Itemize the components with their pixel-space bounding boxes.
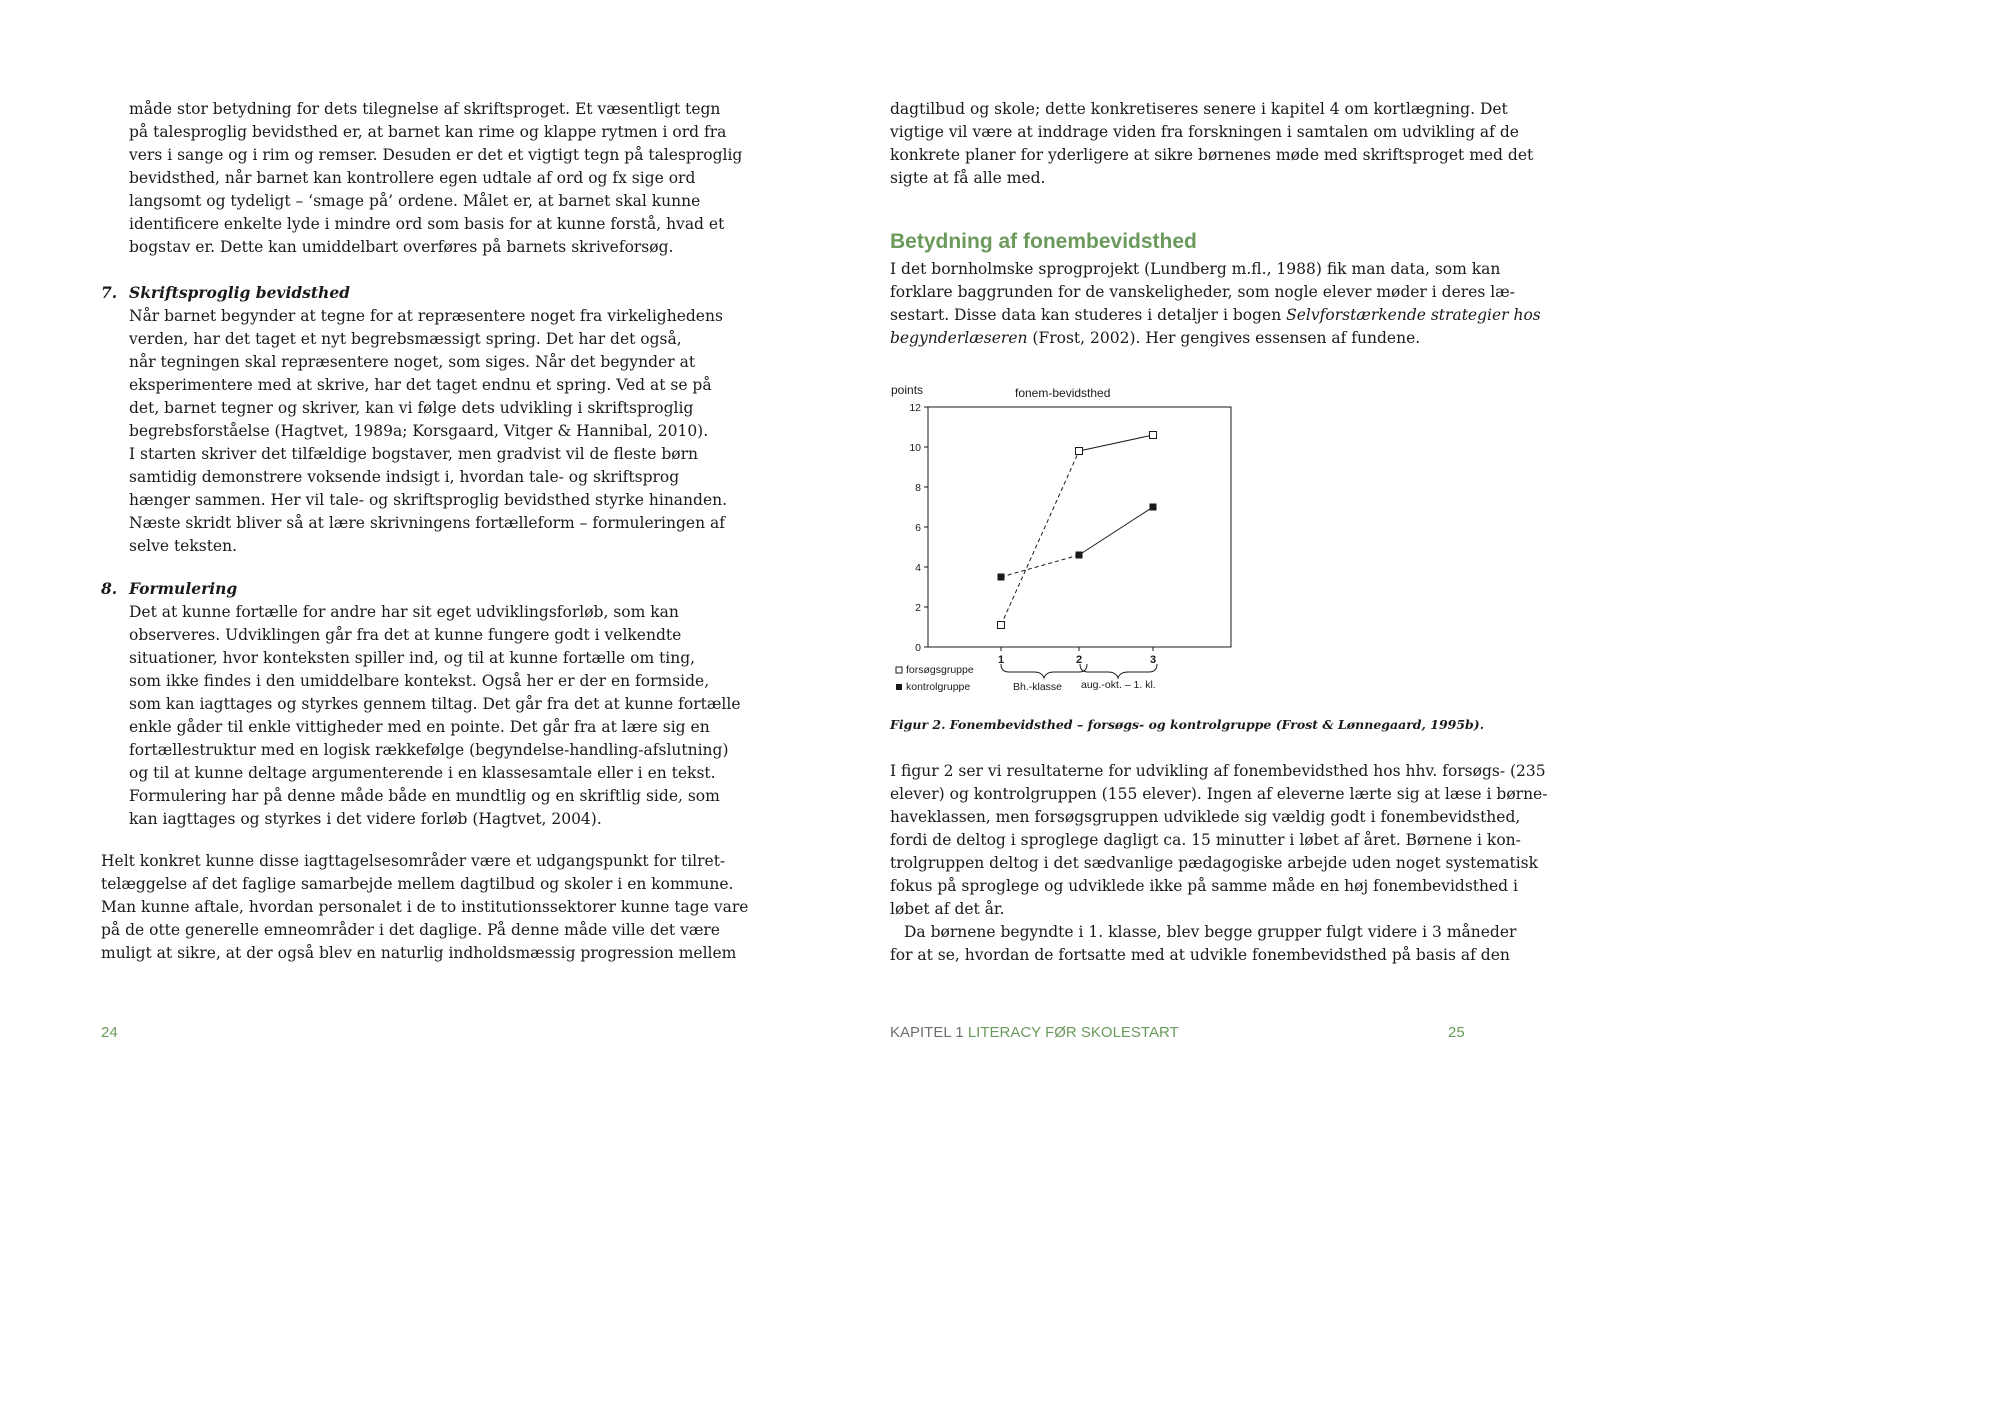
item7-line (129, 305, 723, 328)
list-item-7-body (129, 305, 728, 558)
left-intro-line-text: vers i sange og i rim og remser. Desuden er det et vigtigt tegn på talesproglig (129, 146, 743, 164)
left-intro-line (129, 213, 725, 236)
results-line-text: elever) og kontrolgruppen (155 elever). Ingen af eleverne lærte sig at læse i børne- (890, 785, 1548, 803)
section-heading: Betydning af fonembevidsthed (890, 230, 1197, 253)
running-footer (890, 1024, 1179, 1041)
item7-line (129, 512, 725, 535)
list-item-7-number: 7. (101, 283, 118, 302)
kontrolgruppe-point (998, 574, 1005, 581)
item7-line-text: begrebsforståelse (Hagtvet, 1989a; Korsgaard, Vitger & Hannibal, 2010). (129, 422, 709, 440)
forsogsgruppe-segment (1079, 435, 1153, 451)
results-paragraph (890, 760, 1548, 967)
list-item-7-title: Skriftsproglig bevidsthed (129, 283, 351, 302)
item7-line-text: eksperimentere med at skrive, har det taget endnu et spring. Ved at se på (129, 376, 712, 394)
left-intro-line (129, 236, 689, 259)
chart-plot-frame (928, 407, 1231, 647)
left-closing-line (101, 850, 726, 873)
right-intro-line-text: sigte at få alle med. (890, 169, 1046, 187)
left-closing-line (101, 919, 720, 942)
y-tick-label: 12 (909, 402, 921, 414)
left-intro-line-text: bogstav er. Dette kan umiddelbart overføres på barnets skriveforsøg. (129, 238, 674, 256)
left-intro-line (129, 121, 727, 144)
right-intro-line (890, 98, 1508, 121)
item8-line-text: fortællestruktur med en logisk rækkefølge (begyndelse-handling-afslutning) (129, 741, 729, 759)
forsogsgruppe-point (1150, 432, 1157, 439)
left-closing-line-text: Helt konkret kunne disse iagttagelsesområder være et udgangspunkt for tilret- (101, 852, 726, 870)
item8-line-text: Det at kunne fortælle for andre har sit eget udviklingsforløb, som kan (129, 603, 679, 621)
left-closing-line-text: telæggelse af det faglige samarbejde mellem dagtilbud og skoler i en kommune. (101, 875, 734, 893)
item8-line (129, 739, 729, 762)
kontrolgruppe-point (1076, 552, 1083, 559)
right-page (784, 0, 1568, 1104)
item8-line (129, 624, 701, 647)
left-closing-line-text: muligt at sikre, at der også blev en naturlig indholdsmæssig progression mellem (101, 944, 737, 962)
x-tick-label: 3 (1149, 654, 1157, 666)
results-line-text: I figur 2 ser vi resultaterne for udvikling af fonembevidsthed hos hhv. forsøgs- (235 (890, 762, 1546, 780)
left-closing-paragraph (101, 850, 749, 965)
left-intro-line-text: langsomt og tydeligt – ‘smage på’ ordene. Målet er, at barnet skal kunne (129, 192, 701, 210)
item8-line (129, 716, 710, 739)
legend-marker-forsogsgruppe (896, 667, 902, 673)
results-line (890, 783, 1548, 806)
item8-line-text: som ikke findes i den umiddelbare kontekst. Også her er der en formside, (129, 672, 710, 690)
item8-line-text: og til at kunne deltage argumenterende i en klassesamtale eller i en tekst. (129, 764, 716, 782)
section-line-text: forklare baggrunden for de vanskeligheder, som nogle elever møder i deres læ- (890, 283, 1515, 301)
final-line-text: Da børnene begyndte i 1. klasse, blev begge grupper fulgt videre i 3 måneder (904, 923, 1517, 941)
y-tick-label: 10 (909, 442, 921, 454)
item7-line (129, 489, 728, 512)
item8-line-text: situationer, hvor konteksten spiller ind, og til at kunne fortælle om ting, (129, 649, 696, 667)
phoneme-awareness-chart (884, 378, 1244, 698)
forsogsgruppe-point (1076, 448, 1083, 455)
brace-bh-klasse (1001, 664, 1087, 678)
item8-line (129, 670, 710, 693)
item7-line-text: selve teksten. (129, 537, 238, 555)
section-line-4 (890, 304, 1541, 327)
item8-line (129, 647, 701, 670)
section-line-4-text: sestart. Disse data kan studeres i detaljer i bogen (890, 306, 1287, 324)
right-intro-line-text: vigtige vil være at inddrage viden fra forskningen i samtalen om udvikling af de (890, 123, 1519, 141)
final-line-text: for at se, hvordan de fortsatte med at udvikle fonembevidsthed på basis af den (890, 946, 1510, 964)
right-intro-line (890, 167, 1467, 190)
section-line (890, 281, 1515, 304)
segment-label-1: Bh.-klasse (1013, 681, 1063, 693)
y-tick-label: 2 (915, 602, 921, 614)
section-line (890, 258, 1501, 281)
list-item-8-number: 8. (101, 579, 118, 598)
left-closing-line (101, 896, 749, 919)
y-tick-label: 0 (915, 642, 921, 654)
footer-chapter: KAPITEL 1 (890, 1024, 964, 1041)
legend-label-forsogsgruppe: forsøgsgruppe (906, 664, 974, 676)
item7-line (129, 397, 701, 420)
list-item-8-body (129, 601, 741, 831)
item8-line-text: kan iagttages og styrkes i det videre forløb (Hagtvet, 2004). (129, 810, 602, 828)
results-line (890, 875, 1518, 898)
item7-line-text: når tegningen skal repræsentere noget, som siges. Når det begynder at (129, 353, 696, 371)
results-line-text: haveklassen, men forsøgsgruppen udviklede sig vældig godt i fonembevidsthed, (890, 808, 1521, 826)
section-paragraph (890, 258, 1541, 350)
results-line (890, 852, 1539, 875)
y-tick-label: 4 (915, 562, 921, 574)
left-intro-line (129, 190, 701, 213)
item8-line-text: observeres. Udviklingen går fra det at kunne fungere godt i velkendte (129, 626, 682, 644)
item7-line-text: Næste skridt bliver så at lære skrivningens fortælleform – formuleringen af (129, 514, 725, 532)
right-intro-paragraph (890, 98, 1534, 190)
list-item-7 (101, 281, 728, 558)
forsogsgruppe-point (998, 622, 1005, 629)
book-title-part-1: Selvforstærkende strategier hos (1286, 306, 1541, 324)
item7-line-text: hænger sammen. Her vil tale- og skriftsproglig bevidsthed styrke hinanden. (129, 491, 728, 509)
right-page-number-text: 25 (1448, 1024, 1465, 1041)
results-line (890, 806, 1521, 829)
right-intro-line-text: dagtilbud og skole; dette konkretiseres senere i kapitel 4 om kortlægning. Det (890, 100, 1508, 118)
kontrolgruppe-segment (1079, 507, 1153, 555)
item8-line (129, 785, 720, 808)
left-closing-line (101, 873, 734, 896)
item7-line-text: I starten skriver det tilfældige bogstaver, men gradvist vil de fleste børn (129, 445, 698, 463)
figure-caption: Figur 2. Fonembevidsthed – forsøgs- og kontrolgruppe (Frost & Lønnegaard, 1995b). (890, 717, 1485, 732)
legend-label-kontrolgruppe: kontrolgruppe (906, 681, 971, 693)
brace-aug-okt (1080, 664, 1157, 678)
results-line (890, 829, 1521, 852)
item7-line (129, 443, 701, 466)
legend-marker-kontrolgruppe (896, 684, 902, 690)
item7-line (129, 535, 701, 558)
kontrolgruppe-point (1150, 504, 1157, 511)
item8-line (129, 762, 716, 785)
item7-line (129, 466, 701, 489)
segment-label-2: aug.-okt. – 1. kl. (1081, 679, 1156, 691)
left-closing-line-text: Man kunne aftale, hvordan personalet i de to institutionssektorer kunne tage vare (101, 898, 749, 916)
left-intro-line-text: bevidsthed, når barnet kan kontrollere egen udtale af ord og fx sige ord (129, 169, 696, 187)
left-page (0, 0, 784, 1104)
results-line (890, 760, 1546, 783)
left-intro-paragraph (129, 98, 743, 259)
left-intro-line (129, 144, 743, 167)
right-intro-line (890, 144, 1534, 167)
results-last-line: løbet af det år. (890, 900, 1005, 918)
results-line-text: trolgruppen deltog i det sædvanlige pædagogiske arbejde uden noget systematisk (890, 854, 1539, 872)
left-page-number (101, 1024, 118, 1041)
item7-line-text: samtidig demonstrere voksende indsigt i, hvordan tale- og skriftsprog (129, 468, 680, 486)
item7-line (129, 351, 701, 374)
final-line (890, 944, 1510, 967)
final-line (890, 921, 1517, 944)
item7-line (129, 420, 709, 443)
section-line-5-tail: (Frost, 2002). Her gengives essensen af fundene. (1027, 329, 1421, 347)
right-page-number (1448, 1024, 1465, 1041)
item7-line-text: verden, har det taget et nyt begrebsmæssigt spring. Det har det også, (129, 330, 682, 348)
item7-line-text: Når barnet begynder at tegne for at repræsentere noget fra virkelighedens (129, 307, 723, 325)
left-page-number-text: 24 (101, 1024, 118, 1041)
left-intro-line-text: på talesproglig bevidsthed er, at barnet kan rime og klappe rytmen i ord fra (129, 123, 727, 141)
item8-line-text: enkle gåder til enkle vittigheder med en pointe. Det går fra at lære sig en (129, 718, 710, 736)
y-tick-label: 8 (915, 482, 921, 494)
chart-ylabel: points (891, 383, 924, 397)
x-tick-label: 2 (1075, 654, 1083, 666)
book-title-part-2: begynderlæseren (890, 329, 1028, 347)
y-tick-label: 6 (915, 522, 921, 534)
forsogsgruppe-segment (1001, 451, 1079, 625)
left-closing-line (101, 942, 737, 965)
kontrolgruppe-segment (1001, 555, 1079, 577)
item8-line-text: Formulering har på denne måde både en mundtlig og en skriftlig side, som (129, 787, 720, 805)
list-item-8 (101, 577, 741, 831)
list-item-8-title: Formulering (129, 579, 238, 598)
right-intro-line-text: konkrete planer for yderligere at sikre børnenes møde med skriftsproget med det (890, 146, 1534, 164)
results-line-text: fordi de deltog i sproglege dagligt ca. 15 minutter i løbet af året. Børnene i kon- (890, 831, 1521, 849)
item8-line (129, 601, 701, 624)
left-intro-line-text: identificere enkelte lyde i mindre ord som basis for at kunne forstå, hvad et (129, 215, 725, 233)
item8-line (129, 693, 741, 716)
left-closing-line-text: på de otte generelle emneområder i det daglige. På denne måde ville det være (101, 921, 720, 939)
item8-line (129, 808, 701, 831)
item7-line-text: det, barnet tegner og skriver, kan vi følge dets udvikling i skriftsproglig (129, 399, 694, 417)
chart-title: fonem-bevidsthed (1015, 386, 1111, 400)
left-intro-line (129, 98, 721, 121)
item7-line (129, 328, 701, 351)
left-intro-line-text: måde stor betydning for dets tilegnelse af skriftsproget. Et væsentligt tegn (129, 100, 721, 118)
results-line-text: fokus på sproglege og udviklede ikke på samme måde en høj fonembevidsthed i (890, 877, 1518, 895)
left-intro-line (129, 167, 696, 190)
item7-line (129, 374, 712, 397)
item8-line-text: som kan iagttages og styrkes gennem tiltag. Det går fra det at kunne fortælle (129, 695, 741, 713)
section-line-text: I det bornholmske sprogprojekt (Lundberg m.fl., 1988) fik man data, som kan (890, 260, 1501, 278)
x-tick-label: 1 (997, 654, 1005, 666)
section-line-5 (890, 327, 1467, 350)
footer-title: LITERACY FØR SKOLESTART (967, 1024, 1179, 1041)
right-intro-line (890, 121, 1519, 144)
